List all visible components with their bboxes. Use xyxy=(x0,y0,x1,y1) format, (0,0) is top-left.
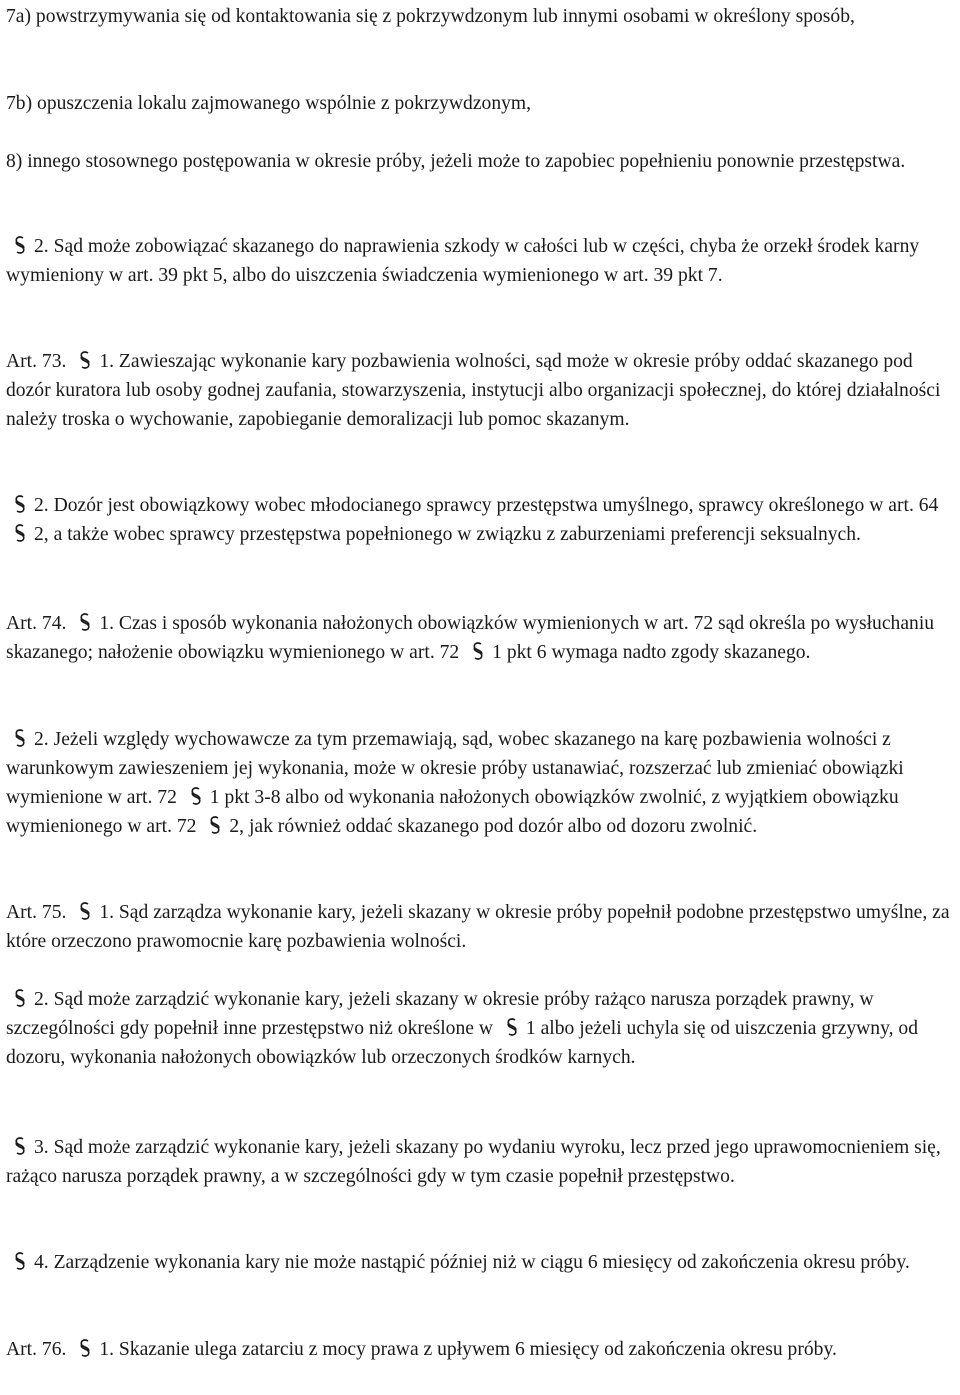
section-sign-icon xyxy=(9,988,31,1008)
paragraph-7a xyxy=(6,2,954,31)
paragraph-text: 1. Skazanie ulega zatarciu z mocy prawa z upływem 6 miesięcy od zakończenia okresu próby. xyxy=(99,1339,837,1360)
paragraph-art73-sec1 xyxy=(6,347,954,434)
section-sign-icon xyxy=(74,350,96,370)
paragraph-text: 1. Czas i sposób wykonania nałożonych obowiązków wymienionych w art. 72 sąd określa po wysłuchaniu skazanego; nałożenie obowiązku wymienionego w art. 72 xyxy=(6,613,935,663)
paragraph-text: 8) innego stosownego postępowania w okresie próby, jeżeli może to zapobiec popełnieniu ponownie przestępstwa. xyxy=(6,151,906,172)
paragraph-text: 1 pkt 3-8 albo od wykonania nałożonych obowiązków zwolnić, z wyjątkiem obowiązku wymienionego w art. 72 xyxy=(6,787,899,837)
paragraph-art74-sec1 xyxy=(6,609,954,667)
paragraph-art72-sec2 xyxy=(6,232,954,290)
paragraph-text: 1 albo jeżeli uchyla się od uiszczenia grzywny, od dozoru, wykonania nałożonych obowiązków lub orzeczonych środków karnych. xyxy=(6,1018,919,1068)
paragraph-art75-sec2 xyxy=(6,985,954,1072)
paragraph-text: Art. 76. xyxy=(6,1339,72,1360)
section-sign-icon xyxy=(467,641,489,661)
section-sign-icon xyxy=(74,901,96,921)
paragraph-text: 2, jak również oddać skazanego pod dozór albo od dozoru zwolnić. xyxy=(229,816,758,837)
paragraph-text: Art. 73. xyxy=(6,351,72,372)
paragraph-text: 3. Sąd może zarządzić wykonanie kary, jeżeli skazany po wydaniu wyroku, lecz przed jego uprawomocnieniem się, rażąco narusza porządek prawny, a w szczególności gdy w tym czasie popełnił przestępstwo. xyxy=(6,1137,941,1187)
section-sign-icon xyxy=(204,815,226,835)
paragraph-8 xyxy=(6,147,954,176)
paragraph-7b xyxy=(6,89,954,118)
paragraph-art76-sec1 xyxy=(6,1335,954,1364)
section-sign-icon xyxy=(501,1017,523,1037)
paragraph-text: 1. Sąd zarządza wykonanie kary, jeżeli skazany w okresie próby popełnił podobne przestępstwo umyślne, za które orzeczono prawomocnie karę pozbawienia wolności. xyxy=(6,902,950,952)
paragraph-text: 2, a także wobec sprawcy przestępstwa popełnionego w związku z zaburzeniami preferencji seksualnych. xyxy=(34,524,861,545)
section-sign-icon xyxy=(9,1251,31,1271)
paragraph-text: 1 pkt 6 wymaga nadto zgody skazanego. xyxy=(492,642,811,663)
section-sign-icon xyxy=(74,612,96,632)
section-sign-icon xyxy=(9,494,31,514)
paragraph-art75-sec4 xyxy=(6,1248,954,1277)
section-sign-icon xyxy=(9,1136,31,1156)
paragraph-text: 4. Zarządzenie wykonania kary nie może nastąpić później niż w ciągu 6 miesięcy od zakończenia okresu próby. xyxy=(34,1252,910,1273)
section-sign-icon xyxy=(9,235,31,255)
section-sign-icon xyxy=(9,728,31,748)
paragraph-art75-sec1 xyxy=(6,898,954,956)
paragraph-text: 7b) opuszczenia lokalu zajmowanego wspólnie z pokrzywdzonym, xyxy=(6,93,532,114)
paragraph-text: 2. Jeżeli względy wychowawcze za tym przemawiają, sąd, wobec skazanego na karę pozbawienia wolności z warunkowym zawieszeniem jej wykonania, może w okresie próby ustanawiać, rozszerzać lub zmieniać obowiązki wymienione w art. 72 xyxy=(6,729,904,808)
paragraph-text: 2. Dozór jest obowiązkowy wobec młodocianego sprawcy przestępstwa umyślnego, sprawcy określonego w art. 64 xyxy=(34,495,939,516)
paragraph-text: Art. 74. xyxy=(6,613,72,634)
paragraph-art74-sec2 xyxy=(6,725,954,841)
section-sign-icon xyxy=(9,523,31,543)
paragraph-text: 2. Sąd może zobowiązać skazanego do naprawienia szkody w całości lub w części, chyba że orzekł środek karny wymieniony w art. 39 pkt 5, albo do uiszczenia świadczenia wymienionego w art. 39 pkt 7. xyxy=(6,236,920,286)
paragraph-text: Art. 75. xyxy=(6,902,72,923)
paragraph-art75-sec3 xyxy=(6,1133,954,1191)
paragraph-art73-sec2 xyxy=(6,491,954,549)
paragraph-text: 1. Zawieszając wykonanie kary pozbawienia wolności, sąd może w okresie próby oddać skazanego pod dozór kuratora lub osoby godnej zaufania, stowarzyszenia, instytucji albo organizacji społecznej, do której działalności należy troska o wychowanie, zapobieganie demoralizacji lub pomoc skazanym. xyxy=(6,351,941,430)
paragraph-text: 2. Sąd może zarządzić wykonanie kary, jeżeli skazany w okresie próby rażąco narusza porządek prawny, w szczególności gdy popełnił inne przestępstwo niż określone w xyxy=(6,989,874,1039)
section-sign-icon xyxy=(185,786,207,806)
section-sign-icon xyxy=(74,1338,96,1358)
paragraph-text: 7a) powstrzymywania się od kontaktowania się z pokrzywdzonym lub innymi osobami w określony sposób, xyxy=(6,6,855,27)
